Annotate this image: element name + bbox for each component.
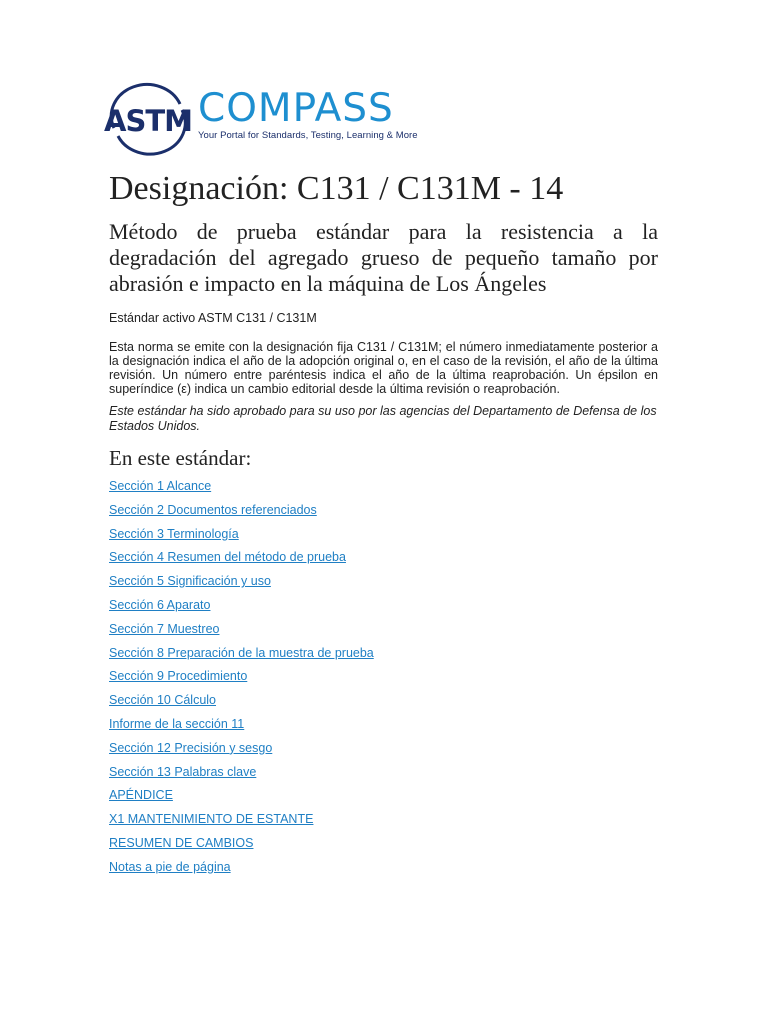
toc-link-section-1[interactable]: Sección 1 Alcance — [109, 479, 212, 493]
toc-item — [109, 786, 658, 810]
designation-heading: Designación: C131 / C131M - 14 — [109, 170, 564, 207]
toc-item — [109, 667, 658, 691]
toc-list — [109, 477, 658, 882]
toc-link-section-10[interactable]: Sección 10 Cálculo — [109, 693, 217, 708]
toc-heading: En este estándar: — [109, 446, 252, 470]
toc-item — [109, 477, 658, 501]
active-standard: Estándar activo ASTM C131 / C131M — [109, 311, 317, 325]
toc-item — [109, 572, 658, 596]
astm-seal-icon — [104, 84, 192, 152]
toc-item — [109, 739, 658, 763]
toc-link-section-13[interactable]: Sección 13 Palabras clave — [109, 764, 257, 779]
toc-link-section-2[interactable]: Sección 2 Documentos referenciados — [109, 502, 317, 517]
toc-link-section-9[interactable]: Sección 9 Procedimiento — [109, 669, 248, 684]
toc-link-section-5[interactable]: Sección 5 Significación y uso — [109, 574, 271, 589]
toc-link-appendix[interactable]: APÉNDICE — [109, 788, 173, 803]
toc-link-section-3[interactable]: Sección 3 Terminología — [109, 526, 239, 541]
toc-item — [109, 548, 658, 572]
toc-item — [109, 596, 658, 620]
toc-item — [109, 763, 658, 787]
toc-item — [109, 858, 658, 882]
compass-tagline: Your Portal for Standards, Testing, Learning & More — [198, 130, 418, 141]
toc-item — [109, 691, 658, 715]
toc-link-section-7[interactable]: Sección 7 Muestreo — [109, 621, 220, 636]
dod-approval-note: Este estándar ha sido aprobado para su uso por las agencias del Departamento de Defensa de los Estados Unidos. — [109, 404, 657, 433]
toc-item — [109, 525, 658, 549]
toc-link-summary-of-changes[interactable]: RESUMEN DE CAMBIOS — [109, 835, 254, 850]
standard-title: Método de prueba estándar para la resistencia a la degradación del agregado grueso de pequeño tamaño por abrasión e impacto en la máquina de Los Ángeles — [109, 219, 658, 296]
toc-link-section-11[interactable]: Informe de la sección 11 — [109, 716, 245, 731]
toc-item — [109, 644, 658, 668]
toc-link-section-12[interactable]: Sección 12 Precisión y sesgo — [109, 740, 273, 755]
designation-description: Esta norma se emite con la designación fija C131 / C131M; el número inmediatamente posterior a la designación indica el año de la adopción original o, en el caso de la revisión, el año de la última revisión. Un número entre paréntesis indica el año de la última reaprobación. Un épsilon en superíndice (ε) indica un cambio editorial desde la última revisión o reaprobación. — [109, 340, 658, 396]
astm-seal-letters: ASTM — [104, 104, 192, 138]
toc-item — [109, 834, 658, 858]
toc-link-x1[interactable]: X1 MANTENIMIENTO DE ESTANTE — [109, 812, 314, 827]
compass-brand: COMPASS — [198, 86, 394, 131]
toc-link-footnotes[interactable]: Notas a pie de página — [109, 859, 231, 874]
toc-link-section-4[interactable]: Sección 4 Resumen del método de prueba — [109, 550, 346, 565]
toc-item — [109, 501, 658, 525]
document-body — [109, 168, 658, 882]
toc-item — [109, 810, 658, 834]
toc-link-section-8[interactable]: Sección 8 Preparación de la muestra de prueba — [109, 645, 374, 660]
astm-compass-logo — [104, 84, 418, 152]
toc-item — [109, 620, 658, 644]
toc-item — [109, 715, 658, 739]
compass-wordmark — [198, 84, 418, 141]
toc-link-section-6[interactable]: Sección 6 Aparato — [109, 597, 211, 612]
